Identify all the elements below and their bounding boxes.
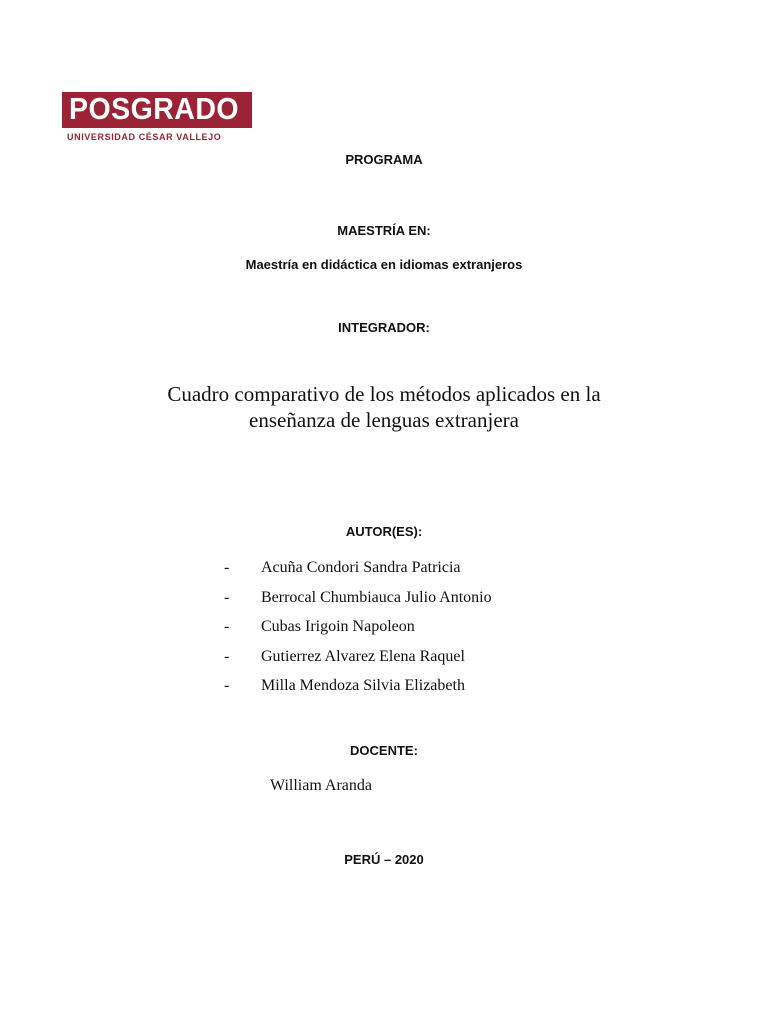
list-item <box>224 558 492 588</box>
maestria-label: MAESTRÍA EN: <box>337 223 431 238</box>
footer-country-year: PERÚ – 2020 <box>344 852 424 867</box>
bullet-dash: - <box>224 647 230 665</box>
author-name: Acuña Condori Sandra Patricia <box>261 559 461 576</box>
bullet-dash: - <box>224 618 230 636</box>
list-item <box>224 647 492 677</box>
bullet-dash: - <box>224 559 230 576</box>
author-name: Milla Mendoza Silvia Elizabeth <box>261 677 465 695</box>
list-item <box>224 617 492 647</box>
bullet-dash: - <box>224 588 230 606</box>
author-list <box>224 558 492 706</box>
integrador-label: INTEGRADOR: <box>338 320 430 335</box>
author-name: Gutierrez Alvarez Elena Raquel <box>261 647 465 665</box>
logo-subtitle: UNIVERSIDAD CÉSAR VALLEJO <box>67 132 222 142</box>
title-line-2: enseñanza de lenguas extranjera <box>249 408 519 432</box>
author-name: Berrocal Chumbiauca Julio Antonio <box>261 588 492 606</box>
bullet-dash: - <box>224 677 230 695</box>
maestria-value: Maestría en didáctica en idiomas extranjeros <box>245 257 523 272</box>
docente-label: DOCENTE: <box>350 743 418 758</box>
list-item <box>224 588 492 618</box>
author-name: Cubas Irigoin Napoleon <box>261 618 415 636</box>
document-title <box>0 381 768 433</box>
autores-label: AUTOR(ES): <box>345 524 423 539</box>
title-line-1: Cuadro comparativo de los métodos aplicados en la <box>167 382 601 406</box>
logo-title: POSGRADO <box>69 91 240 126</box>
list-item <box>224 676 492 706</box>
docente-name: William Aranda <box>270 777 372 794</box>
programa-label: PROGRAMA <box>345 152 423 167</box>
